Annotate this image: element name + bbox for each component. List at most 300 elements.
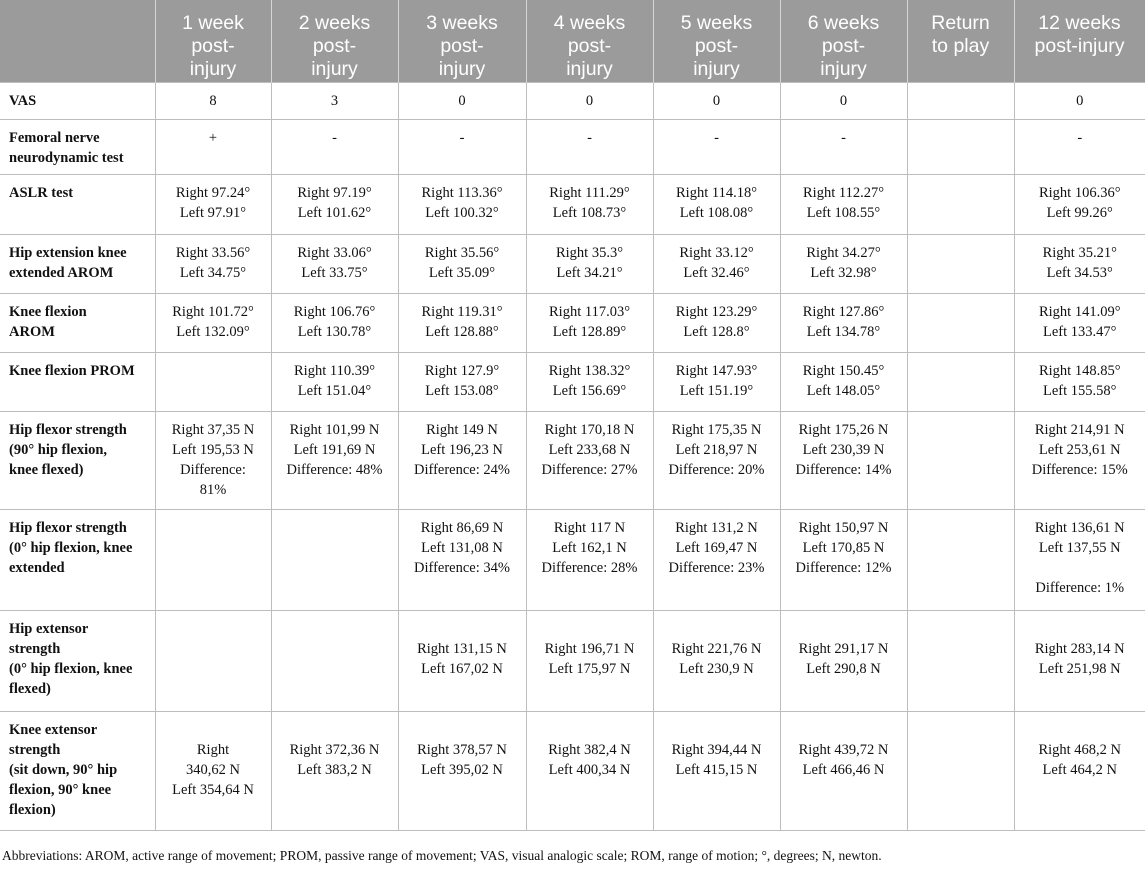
- cell-line: Right 37,35 N: [171, 421, 255, 438]
- cell-line: Right 147.93°: [675, 362, 758, 379]
- cell-line: Left 169,47 N: [675, 539, 758, 556]
- table-cell: [780, 711, 907, 830]
- table-cell: [780, 82, 907, 119]
- cell-line: Left 383,2 N: [297, 761, 372, 778]
- table-cell: [1014, 119, 1145, 174]
- row-label-line: Hip flexor strength: [9, 519, 127, 536]
- cell-line: Right 110.39°: [294, 362, 375, 379]
- table-cell: [155, 411, 271, 509]
- cell-line: Right 150,97 N: [798, 519, 889, 536]
- cell-line: Left 108.08°: [679, 204, 754, 221]
- table-cell: [155, 119, 271, 174]
- row-label-line: Knee flexion PROM: [9, 362, 135, 379]
- column-header-line: post-: [191, 35, 235, 57]
- table-cell: [907, 234, 1014, 293]
- table-cell: [1014, 174, 1145, 234]
- table-cell: [780, 352, 907, 411]
- cell-line: -: [587, 129, 592, 146]
- cell-line: Right 34.27°: [806, 244, 881, 261]
- cell-line: Left 230,39 N: [802, 441, 885, 458]
- row-label-line: ASLR test: [9, 184, 74, 201]
- column-header-line: injury: [566, 58, 613, 80]
- row-label-line: extended AROM: [9, 264, 114, 281]
- table-row: [0, 411, 1145, 509]
- table-cell: [653, 352, 780, 411]
- row-label-line: (0° hip flexion, knee: [9, 539, 133, 556]
- cell-line: Right 101.72°: [172, 303, 254, 320]
- column-header-line: 5 weeks: [680, 12, 753, 34]
- cell-line: Right 86,69 N: [420, 519, 504, 536]
- cell-line: Left 195,53 N: [172, 441, 254, 458]
- cell-line: Difference: 20%: [668, 461, 765, 478]
- cell-spacer: [160, 720, 267, 740]
- table-cell: [271, 411, 398, 509]
- cell-line: Difference: 12%: [795, 559, 892, 576]
- row-label: [0, 352, 155, 411]
- table-cell: [398, 119, 526, 174]
- cell-line: Difference: 23%: [668, 559, 765, 576]
- cell-spacer: [1019, 720, 1142, 740]
- row-label-line: Hip extensor: [9, 620, 89, 637]
- table-cell: [653, 82, 780, 119]
- cell-line: Right 175,26 N: [798, 421, 889, 438]
- column-header-line: Return: [931, 12, 990, 34]
- cell-line: Right 101,99 N: [289, 421, 380, 438]
- column-header: [398, 0, 526, 82]
- column-header-line: 4 weeks: [553, 12, 626, 34]
- column-header: [526, 0, 653, 82]
- row-label: [0, 711, 155, 830]
- cell-line: Right: [196, 741, 230, 758]
- table-cell: [271, 711, 398, 830]
- table-cell: [1014, 711, 1145, 830]
- cell-line: Left 101.62°: [297, 204, 372, 221]
- column-header: [780, 0, 907, 82]
- table-cell: [653, 711, 780, 830]
- table-cell: [155, 234, 271, 293]
- table-cell: [780, 610, 907, 711]
- row-label-line: Hip extension knee: [9, 244, 127, 261]
- cell-line: Right 113.36°: [421, 184, 503, 201]
- table-row: [0, 509, 1145, 610]
- column-header-line: 12 weeks: [1038, 12, 1121, 34]
- cell-spacer: [403, 619, 522, 639]
- table-cell: [780, 293, 907, 352]
- cell-line: Left 130.78°: [297, 323, 372, 340]
- abbreviations-footnote: Abbreviations: AROM, active range of movement; PROM, passive range of movement; VAS, visual analogic scale; ROM, range of motion; °, degrees; N, newton.: [2, 848, 882, 863]
- cell-line: Right 138.32°: [548, 362, 631, 379]
- table-cell: [653, 119, 780, 174]
- column-header-line: injury: [693, 58, 740, 80]
- table-cell: [780, 174, 907, 234]
- cell-line: Right 35.56°: [424, 244, 500, 261]
- row-label-line: VAS: [9, 92, 37, 109]
- cell-line: Left 137,55 N: [1038, 539, 1121, 556]
- cell-line: Left 131,08 N: [421, 539, 503, 556]
- cell-line: Right 33.56°: [175, 244, 251, 261]
- cell-spacer: [658, 720, 776, 740]
- cell-line: Right 221,76 N: [671, 640, 762, 657]
- row-label-line: knee flexed): [9, 461, 84, 478]
- table-cell: [271, 234, 398, 293]
- cell-line: Left 108.55°: [806, 204, 881, 221]
- cell-spacer: [785, 720, 903, 740]
- cell-line: 3: [330, 92, 339, 109]
- cell-line: 0: [458, 92, 466, 109]
- row-label-line: strength: [9, 640, 61, 657]
- column-header-line: injury: [189, 58, 237, 80]
- table-row: [0, 174, 1145, 234]
- cell-line: Right 127.9°: [424, 362, 500, 379]
- column-header: [271, 0, 398, 82]
- cell-line: -: [1077, 129, 1083, 146]
- cell-line: Left 151.04°: [297, 382, 372, 399]
- table-cell: [155, 352, 271, 411]
- cell-line: Right 382,4 N: [548, 741, 631, 758]
- cell-line: Left 466,46 N: [802, 761, 885, 778]
- row-label: [0, 509, 155, 610]
- cell-spacer: [403, 720, 522, 740]
- cell-line: Right 33.12°: [679, 244, 754, 261]
- row-label-line: flexion): [9, 801, 56, 818]
- table-cell: [155, 174, 271, 234]
- table-cell: [1014, 610, 1145, 711]
- cell-line: Right 378,57 N: [417, 741, 507, 758]
- cell-line: Right 150.45°: [802, 362, 885, 379]
- cell-line: Left 253,61 N: [1038, 441, 1121, 458]
- column-header-line: post-: [440, 35, 484, 57]
- table-cell: [155, 82, 271, 119]
- row-label-line: Hip flexor strength: [9, 421, 127, 438]
- cell-line: Left 132.09°: [176, 323, 250, 340]
- table-cell: [780, 411, 907, 509]
- table-cell: [526, 411, 653, 509]
- table-cell: [398, 352, 526, 411]
- table-cell: [155, 711, 271, 830]
- column-header-line: 2 weeks: [298, 12, 371, 34]
- cell-line: Left 32.98°: [810, 264, 877, 281]
- column-header-line: 6 weeks: [807, 12, 880, 34]
- row-label: [0, 610, 155, 711]
- row-label-line: strength: [9, 741, 61, 758]
- header-corner-cell: [0, 0, 155, 82]
- cell-line: Left 128.8°: [683, 323, 750, 340]
- cell-line: Right 131,2 N: [675, 519, 758, 536]
- table-cell: [526, 509, 653, 610]
- cell-line: Right 131,15 N: [417, 640, 507, 657]
- cell-line: Left 175,97 N: [548, 660, 631, 677]
- table-cell: [271, 82, 398, 119]
- row-label: [0, 293, 155, 352]
- cell-line: 0: [712, 92, 721, 109]
- cell-line: Right 175,35 N: [671, 421, 762, 438]
- table-cell: [271, 610, 398, 711]
- row-label-line: AROM: [9, 323, 55, 340]
- cell-line: -: [841, 129, 846, 146]
- cell-spacer: [785, 619, 903, 639]
- table-cell: [155, 509, 271, 610]
- cell-line: Left 155.58°: [1043, 382, 1117, 399]
- cell-line: Left 167,02 N: [421, 660, 503, 677]
- cell-line: Right 372,36 N: [289, 741, 380, 758]
- cell-line: Left 354,64 N: [172, 781, 254, 798]
- table-cell: [907, 293, 1014, 352]
- column-header: [653, 0, 780, 82]
- cell-line: Right 106.76°: [293, 303, 376, 320]
- cell-line: Right 97.19°: [297, 184, 372, 201]
- table-cell: [653, 610, 780, 711]
- cell-line: Right 119.31°: [421, 303, 503, 320]
- cell-line: Left 156.69°: [552, 382, 627, 399]
- table-cell: [398, 174, 526, 234]
- table-cell: [907, 411, 1014, 509]
- cell-line: Right 148.85°: [1038, 362, 1121, 379]
- cell-line: Left 290,8 N: [806, 660, 881, 677]
- table-row: [0, 610, 1145, 711]
- cell-line: Left 128.88°: [425, 323, 499, 340]
- table-cell: [780, 119, 907, 174]
- table-cell: [398, 234, 526, 293]
- cell-line: 81%: [199, 481, 227, 498]
- cell-line: Left 97.91°: [179, 204, 247, 221]
- column-header-line: post-: [821, 35, 866, 57]
- table-cell: [526, 711, 653, 830]
- cell-line: Left 162,1 N: [552, 539, 627, 556]
- table-cell: [526, 82, 653, 119]
- row-label-line: Knee extensor: [9, 721, 98, 738]
- table-cell: [653, 174, 780, 234]
- table-row: [0, 293, 1145, 352]
- table-cell: [398, 82, 526, 119]
- column-header: [1014, 0, 1145, 82]
- table-cell: [907, 174, 1014, 234]
- table-cell: [780, 234, 907, 293]
- cell-line: Difference: 27%: [541, 461, 638, 478]
- cell-line: Left 134.78°: [806, 323, 881, 340]
- table-cell: [271, 293, 398, 352]
- column-header-line: post-: [312, 35, 357, 57]
- table-body: [0, 82, 1145, 830]
- table-cell: [271, 509, 398, 610]
- cell-line: Right 196,71 N: [544, 640, 635, 657]
- cell-line: -: [714, 129, 719, 146]
- row-label-line: flexion, 90° knee: [9, 781, 112, 798]
- cell-line: Right 214,91 N: [1034, 421, 1125, 438]
- cell-line: Difference: 34%: [414, 559, 510, 576]
- column-header: [907, 0, 1014, 82]
- cell-line: Left 35.09°: [428, 264, 496, 281]
- cell-line: Right 127.86°: [802, 303, 885, 320]
- table-row: [0, 82, 1145, 119]
- cell-line: Left 128.89°: [552, 323, 627, 340]
- row-label-line: (sit down, 90° hip: [9, 761, 118, 778]
- cell-line: Difference: 24%: [414, 461, 510, 478]
- cell-line: 0: [839, 92, 848, 109]
- cell-line: Right 394,44 N: [671, 741, 762, 758]
- column-header-line: injury: [311, 58, 358, 80]
- cell-line: -: [332, 129, 337, 146]
- cell-line: Right 136,61 N: [1034, 519, 1125, 536]
- column-header-line: to play: [931, 35, 990, 57]
- column-header-line: injury: [820, 58, 867, 80]
- table-row: [0, 352, 1145, 411]
- cell-line: Right 149 N: [426, 421, 498, 438]
- cell-line: Difference: 14%: [795, 461, 892, 478]
- cell-line: Left 33.75°: [301, 264, 368, 281]
- row-label-line: Femoral nerve: [9, 129, 100, 146]
- row-label: [0, 234, 155, 293]
- table-cell: [1014, 352, 1145, 411]
- table-cell: [653, 293, 780, 352]
- cell-line: Right 123.29°: [675, 303, 758, 320]
- cell-line: Right 106.36°: [1038, 184, 1121, 201]
- cell-line: Right 114.18°: [676, 184, 757, 201]
- cell-line: Left 32.46°: [683, 264, 750, 281]
- table-cell: [907, 352, 1014, 411]
- cell-line: Difference: 28%: [541, 559, 638, 576]
- header-row: [0, 0, 1145, 82]
- cell-line: Left 34.53°: [1046, 264, 1113, 281]
- table-cell: [1014, 293, 1145, 352]
- table-cell: [907, 82, 1014, 119]
- cell-line: Right 112.27°: [803, 184, 884, 201]
- column-header-line: 1 week: [182, 12, 244, 34]
- column-header-line: post-: [694, 35, 739, 57]
- cell-line: Left 415,15 N: [675, 761, 758, 778]
- cell-spacer: [531, 720, 649, 740]
- cell-line: -: [459, 129, 465, 146]
- table-row: [0, 234, 1145, 293]
- table-cell: [398, 509, 526, 610]
- cell-line: Left 233,68 N: [548, 441, 631, 458]
- cell-spacer: [658, 619, 776, 639]
- table-cell: [526, 234, 653, 293]
- cell-line: +: [208, 129, 218, 146]
- cell-line: 340,62 N: [186, 761, 240, 778]
- cell-line: Right 35.21°: [1042, 244, 1117, 261]
- table-header: [0, 0, 1145, 82]
- table-cell: [780, 509, 907, 610]
- cell-line: Left 34.21°: [556, 264, 623, 281]
- cell-line: Difference: 1%: [1035, 579, 1125, 596]
- cell-line: Left 464,2 N: [1042, 761, 1117, 778]
- cell-line: Right 117 N: [553, 519, 626, 536]
- cell-line: Left 191,69 N: [293, 441, 376, 458]
- cell-line: Right 33.06°: [297, 244, 372, 261]
- table-cell: [1014, 82, 1145, 119]
- table-cell: [1014, 509, 1145, 610]
- table-cell: [526, 352, 653, 411]
- cell-line: Right 97.24°: [175, 184, 251, 201]
- cell-line: Left 170,85 N: [802, 539, 885, 556]
- table-cell: [907, 509, 1014, 610]
- cell-spacer: [531, 619, 649, 639]
- table-cell: [907, 711, 1014, 830]
- table-cell: [155, 610, 271, 711]
- row-label-line: flexed): [9, 680, 51, 697]
- cell-spacer: [1019, 558, 1142, 578]
- table-cell: [653, 234, 780, 293]
- cell-line: Left 34.75°: [179, 264, 247, 281]
- cell-spacer: [1019, 619, 1142, 639]
- table-row: [0, 119, 1145, 174]
- cell-line: Left 400,34 N: [548, 761, 631, 778]
- cell-line: Right 141.09°: [1038, 303, 1121, 320]
- table-cell: [155, 293, 271, 352]
- cell-line: Left 395,02 N: [421, 761, 503, 778]
- row-label-line: (0° hip flexion, knee: [9, 660, 133, 677]
- cell-line: Right 439,72 N: [798, 741, 889, 758]
- cell-line: Left 218,97 N: [675, 441, 758, 458]
- cell-line: Left 230,9 N: [679, 660, 754, 677]
- table-cell: [271, 174, 398, 234]
- cell-line: Right 283,14 N: [1034, 640, 1125, 657]
- cell-line: Left 108.73°: [552, 204, 627, 221]
- cell-line: Difference: 15%: [1031, 461, 1128, 478]
- table-cell: [526, 174, 653, 234]
- column-header-line: 3 weeks: [426, 12, 498, 34]
- cell-line: Right 291,17 N: [798, 640, 889, 657]
- cell-line: Left 196,23 N: [421, 441, 503, 458]
- table-cell: [526, 119, 653, 174]
- column-header-line: injury: [438, 58, 486, 80]
- table-cell: [1014, 411, 1145, 509]
- cell-line: Right 468,2 N: [1038, 741, 1122, 758]
- table-cell: [1014, 234, 1145, 293]
- cell-line: Left 151.19°: [679, 382, 754, 399]
- cell-line: Right 111.29°: [549, 184, 630, 201]
- cell-line: Right 117.03°: [549, 303, 630, 320]
- cell-line: Right 35.3°: [555, 244, 624, 261]
- cell-line: 0: [585, 92, 594, 109]
- column-header: [155, 0, 271, 82]
- table-cell: [653, 411, 780, 509]
- cell-line: Left 100.32°: [425, 204, 499, 221]
- row-label: [0, 119, 155, 174]
- table-row: [0, 711, 1145, 830]
- table-cell: [653, 509, 780, 610]
- table-cell: [907, 119, 1014, 174]
- row-label-line: extended: [9, 559, 65, 576]
- column-header-line: post-: [567, 35, 612, 57]
- cell-line: Left 251,98 N: [1038, 660, 1121, 677]
- table-cell: [526, 610, 653, 711]
- row-label: [0, 82, 155, 119]
- cell-spacer: [276, 720, 394, 740]
- cell-line: Right 170,18 N: [544, 421, 635, 438]
- cell-line: Left 133.47°: [1043, 323, 1117, 340]
- table-cell: [398, 610, 526, 711]
- row-label: [0, 411, 155, 509]
- row-label-line: (90° hip flexion,: [9, 441, 108, 458]
- cell-line: Left 148.05°: [806, 382, 881, 399]
- row-label-line: neurodynamic test: [9, 149, 124, 166]
- row-label-line: Knee flexion: [9, 303, 87, 320]
- table-cell: [907, 610, 1014, 711]
- table-cell: [398, 293, 526, 352]
- row-label: [0, 174, 155, 234]
- table-cell: [526, 293, 653, 352]
- cell-line: Left 99.26°: [1046, 204, 1113, 221]
- cell-line: 8: [209, 92, 217, 109]
- cell-line: Difference:: [180, 461, 246, 478]
- table-cell: [398, 711, 526, 830]
- cell-line: Difference: 48%: [286, 461, 383, 478]
- cell-line: 0: [1076, 92, 1084, 109]
- table-cell: [398, 411, 526, 509]
- column-header-line: post-injury: [1034, 35, 1125, 57]
- table-cell: [271, 352, 398, 411]
